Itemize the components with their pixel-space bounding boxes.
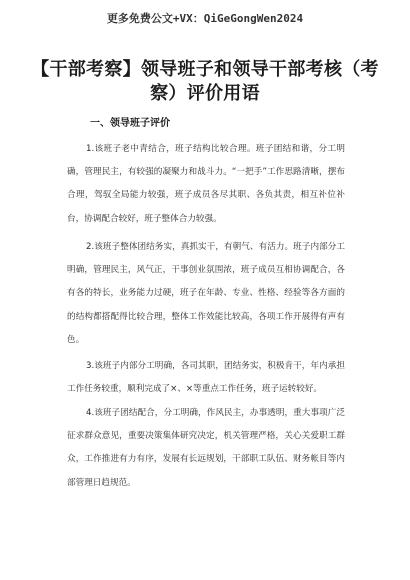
paragraph-2: 2.该班子整体团结务实，真抓实干，有朝气、有活力。班子内部分工明确，管理民主，风气正，干事创业氛围浓，班子成员互相协调配合，各有各的特长，业务能力过硬，班子在年龄、专业、性格、经验等各方面的的结构都搭配得比较合理，整体工作效能比较高，各项工作开展得有声有色。 (67, 242, 345, 345)
document-title: 【干部考察】领导班子和领导干部考核（考察）评价用语 (31, 59, 379, 104)
section-heading: 一、领导班子评价 (90, 118, 170, 129)
promo-header-note: 更多免费公文+VX：QiGeGongWen2024 (106, 12, 304, 25)
paragraph-1: 1.该班子老中青结合，班子结构比较合理。班子团结和谐，分工明确，管理民主，有较强的凝聚力和战斗力。“一把手”工作思路清晰，摆布合理，驾驭全局能力较强，班子成员各尽其职、各负其责，相互补位补台，协调配合较好，班子整体合力较强。 (67, 144, 345, 224)
paragraph-3: 3.该班子内部分工明确，各司其职，团结务实，积极肯干，年内承担工作任务较重，顺利完成了×、×等重点工作任务，班子运转较好。 (67, 361, 345, 395)
paragraph-4: 4.该班子团结配合，分工明确，作风民主，办事透明，重大事项广泛征求群众意见，重要决策集体研究决定，机关管理严格，关心关爱职工群众，工作推进有力有序，发展有长远规划，干部职工队伍、财务帐目等内部管理日趋规范。 (67, 408, 345, 488)
